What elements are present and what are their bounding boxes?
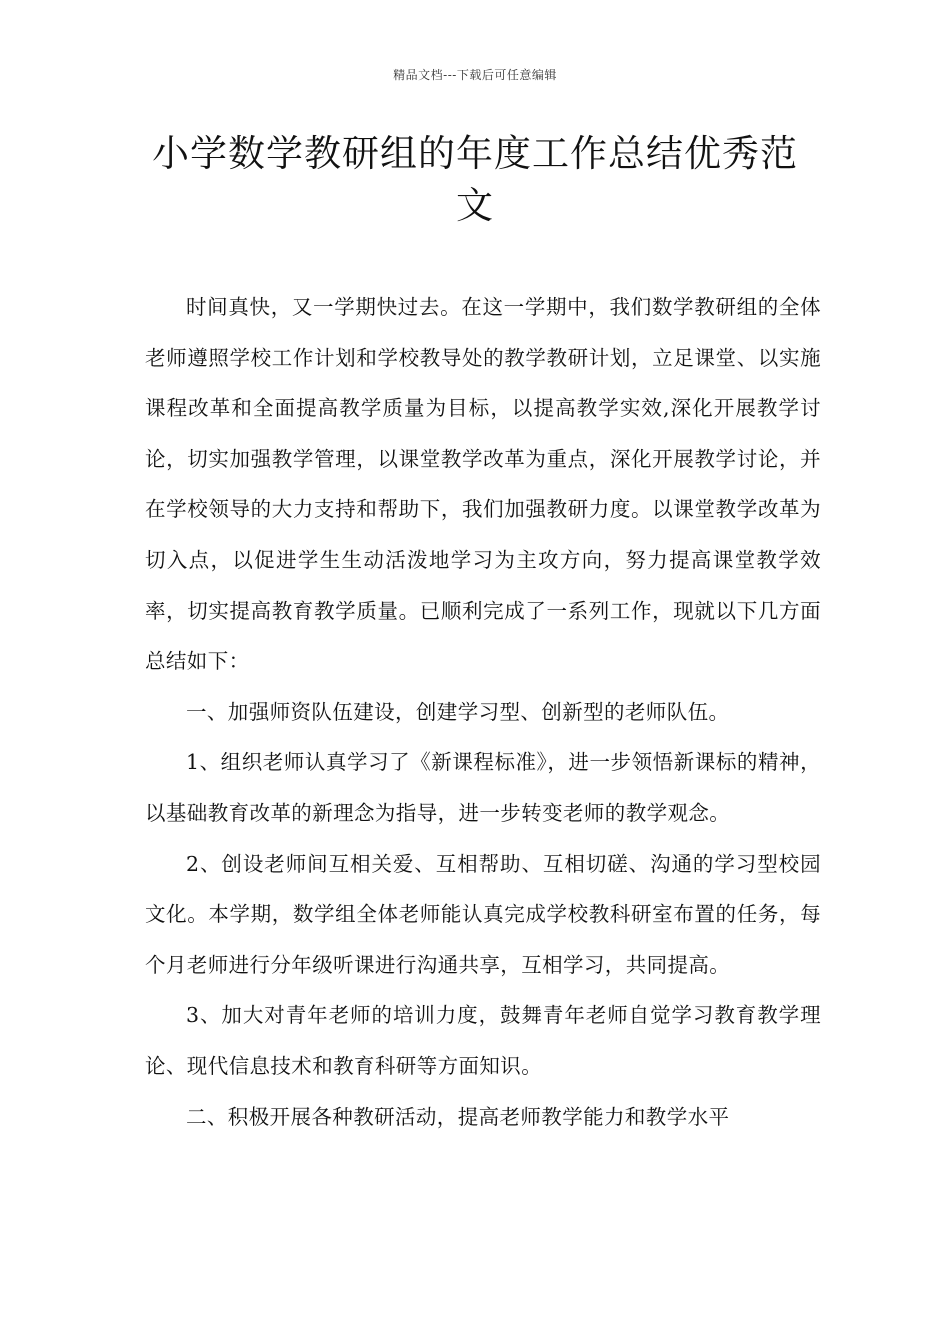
paragraph-intro: 时间真快，又一学期快过去。在这一学期中，我们数学教研组的全体老师遵照学校工作计划和学校教导处的教学教研计划，立足课堂、以实施课程改革和全面提高教学质量为目标，以提高教学实效,深化开展教学讨论，切实加强教学管理，以课堂教学改革为重点，深化开展教学讨论，并在学校领导的大力支持和帮助下，我们加强教研力度。以课堂教学改革为切入点，以促进学生生动活泼地学习为主攻方向，努力提高课堂教学效率，切实提高教育教学质量。已顺利完成了一系列工作，现就以下几方面总结如下：: [145, 295, 821, 674]
paragraph-section-2-heading: 二、积极开展各种教研活动，提高老师教学能力和教学水平: [186, 1104, 730, 1129]
paragraph-item-2: 2、创设老师间互相关爱、互相帮助、互相切磋、沟通的学习型校园文化。本学期，数学组全体老师能认真完成学校教科研室布置的任务，每个月老师进行分年级听课进行沟通共享，互相学习，共同提高。: [145, 851, 821, 977]
paragraph-item-3: 3、加大对青年老师的培训力度，鼓舞青年老师自觉学习教育教学理论、现代信息技术和教育科研等方面知识。: [145, 1003, 821, 1078]
paragraph-item-1: 1、组织老师认真学习了《新课程标准》，进一步领悟新课标的精神，以基础教育改革的新理念为指导，进一步转变老师的教学观念。: [145, 750, 821, 825]
page-header: 精品文档---下载后可任意编辑: [393, 68, 557, 82]
document-title: 小学数学教研组的年度工作总结优秀范文: [152, 132, 798, 227]
paragraph-section-1-heading: 一、加强师资队伍建设，创建学习型、创新型的老师队伍。: [186, 699, 730, 724]
document-body: [145, 282, 821, 1142]
